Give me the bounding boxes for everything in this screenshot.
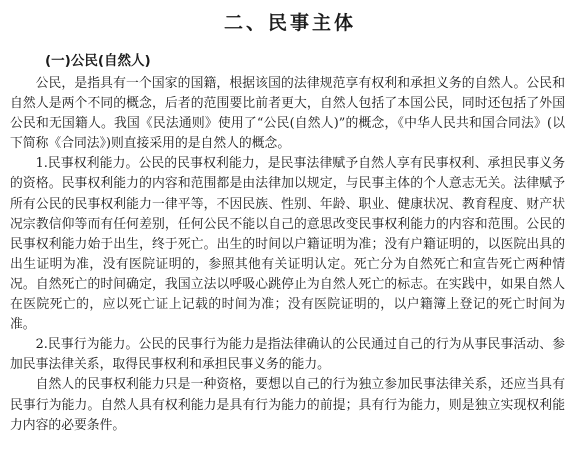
paragraph: 公民，是指具有一个国家的国籍，根据该国的法律规范享有权利和承担义务的自然人。公民和自然人是两个不同的概念，后者的范围要比前者更大，自然人包括了本国公民，同时还包括了外国公民和无国籍人。我国《民法通则》使用了“公民(自然人)”的概念，《中华人民共和国合同法》(以下简称《合同法》)则直接采用的是自然人的概念。 (10, 76, 565, 152)
document-body (10, 74, 565, 436)
page-title: 二、民事主体 (223, 12, 356, 34)
paragraph: 2.民事行为能力。公民的民事行为能力是指法律确认的公民通过自己的行为从事民事活动、参加民事法律关系，取得民事权利和承担民事义务的能力。 (10, 337, 565, 373)
paragraph: 自然人的民事权利能力只是一种资格，要想以自己的行为独立参加民事法律关系，还应当具有民事行为能力。自然人具有权利能力是具有行为能力的前提；具有行为能力，则是独立实现权利能力内容的必要条件。 (10, 377, 565, 433)
section-heading: (一)公民(自然人) (45, 53, 151, 69)
paragraph: 1.民事权利能力。公民的民事权利能力，是民事法律赋予自然人享有民事权利、承担民事义务的资格。民事权利能力的内容和范围都是由法律加以规定，与民事主体的个人意志无关。法律赋予所有公民的民事权利能力一律平等，不因民族、性别、年龄、职业、健康状况、教育程度、财产状况宗教信仰等而有任何差别，任何公民不能以自己的意思改变民事权利能力的内容和范围。公民的民事权利能力始于出生，终于死亡。出生的时间以户籍证明为准；没有户籍证明的，以医院出具的出生证明为准，没有医院证明的，参照其他有关证明认定。死亡分为自然死亡和宣告死亡两种情况。自然死亡的时间确定，我国立法以呼吸心跳停止为自然人死亡的标志。在实践中，如果自然人在医院死亡的，应以死亡证上记载的时间为准；没有医院证明的，以户籍簿上登记的死亡时间为准。 (10, 156, 565, 333)
